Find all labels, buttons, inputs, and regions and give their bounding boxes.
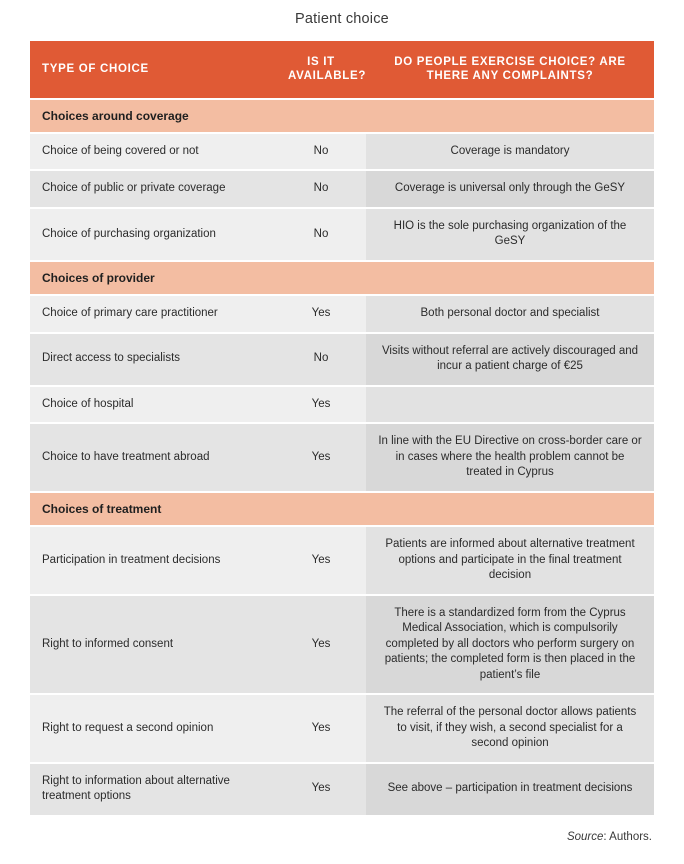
column-header-notes: DO PEOPLE EXERCISE CHOICE? ARE THERE ANY COMPLAINTS? — [366, 41, 654, 99]
section-label: Choices of treatment — [30, 492, 654, 526]
cell-notes: Patients are informed about alternative treatment options and participate in the final treatment decision — [366, 526, 654, 595]
cell-available: Yes — [276, 295, 366, 333]
cell-type: Direct access to specialists — [30, 333, 276, 386]
table-header-row — [30, 41, 654, 99]
cell-available: Yes — [276, 763, 366, 816]
table-row — [30, 595, 654, 695]
cell-available: Yes — [276, 386, 366, 424]
cell-type: Choice of public or private coverage — [30, 170, 276, 208]
source-value: : Authors. — [603, 830, 652, 843]
table-row — [30, 763, 654, 816]
cell-notes: See above – participation in treatment decisions — [366, 763, 654, 816]
cell-type: Choice of purchasing organization — [30, 208, 276, 261]
cell-type: Choice of hospital — [30, 386, 276, 424]
column-header-available: IS IT AVAILABLE? — [276, 41, 366, 99]
cell-notes — [366, 386, 654, 424]
cell-available: Yes — [276, 595, 366, 695]
cell-type: Choice of being covered or not — [30, 133, 276, 171]
section-label: Choices around coverage — [30, 99, 654, 133]
cell-available: No — [276, 133, 366, 171]
cell-notes: HIO is the sole purchasing organization of the GeSY — [366, 208, 654, 261]
table-row — [30, 526, 654, 595]
table-row — [30, 333, 654, 386]
table-row — [30, 133, 654, 171]
source-note — [30, 817, 654, 843]
cell-available: No — [276, 333, 366, 386]
page-title: Patient choice — [295, 11, 389, 27]
section-header-row — [30, 99, 654, 133]
table-row — [30, 170, 654, 208]
cell-notes: Visits without referral are actively discouraged and incur a patient charge of €25 — [366, 333, 654, 386]
column-header-type: TYPE OF CHOICE — [30, 41, 276, 99]
table-row — [30, 694, 654, 763]
cell-available: No — [276, 170, 366, 208]
table-row — [30, 295, 654, 333]
cell-notes: Both personal doctor and specialist — [366, 295, 654, 333]
table-header — [30, 41, 654, 99]
table-row — [30, 208, 654, 261]
cell-type: Right to information about alternative treatment options — [30, 763, 276, 816]
cell-type: Participation in treatment decisions — [30, 526, 276, 595]
cell-type: Right to informed consent — [30, 595, 276, 695]
source-label: Source — [566, 830, 604, 843]
cell-type: Right to request a second opinion — [30, 694, 276, 763]
cell-available: Yes — [276, 423, 366, 492]
cell-available: No — [276, 208, 366, 261]
cell-notes: The referral of the personal doctor allows patients to visit, if they wish, a second specialist for a second opinion — [366, 694, 654, 763]
section-label: Choices of provider — [30, 261, 654, 295]
table-body — [30, 99, 654, 816]
patient-choice-table — [30, 41, 654, 817]
cell-available: Yes — [276, 694, 366, 763]
section-header-row — [30, 492, 654, 526]
table-row — [30, 423, 654, 492]
section-header-row — [30, 261, 654, 295]
table-row — [30, 386, 654, 424]
cell-available: Yes — [276, 526, 366, 595]
cell-notes: In line with the EU Directive on cross-border care or in cases where the health problem cannot be treated in Cyprus — [366, 423, 654, 492]
cell-notes: There is a standardized form from the Cyprus Medical Association, which is compulsorily completed by all doctors who perform surgery on patients; the completed form is then placed in the patient’s file — [366, 595, 654, 695]
cell-type: Choice of primary care practitioner — [30, 295, 276, 333]
cell-notes: Coverage is universal only through the GeSY — [366, 170, 654, 208]
cell-notes: Coverage is mandatory — [366, 133, 654, 171]
cell-type: Choice to have treatment abroad — [30, 423, 276, 492]
